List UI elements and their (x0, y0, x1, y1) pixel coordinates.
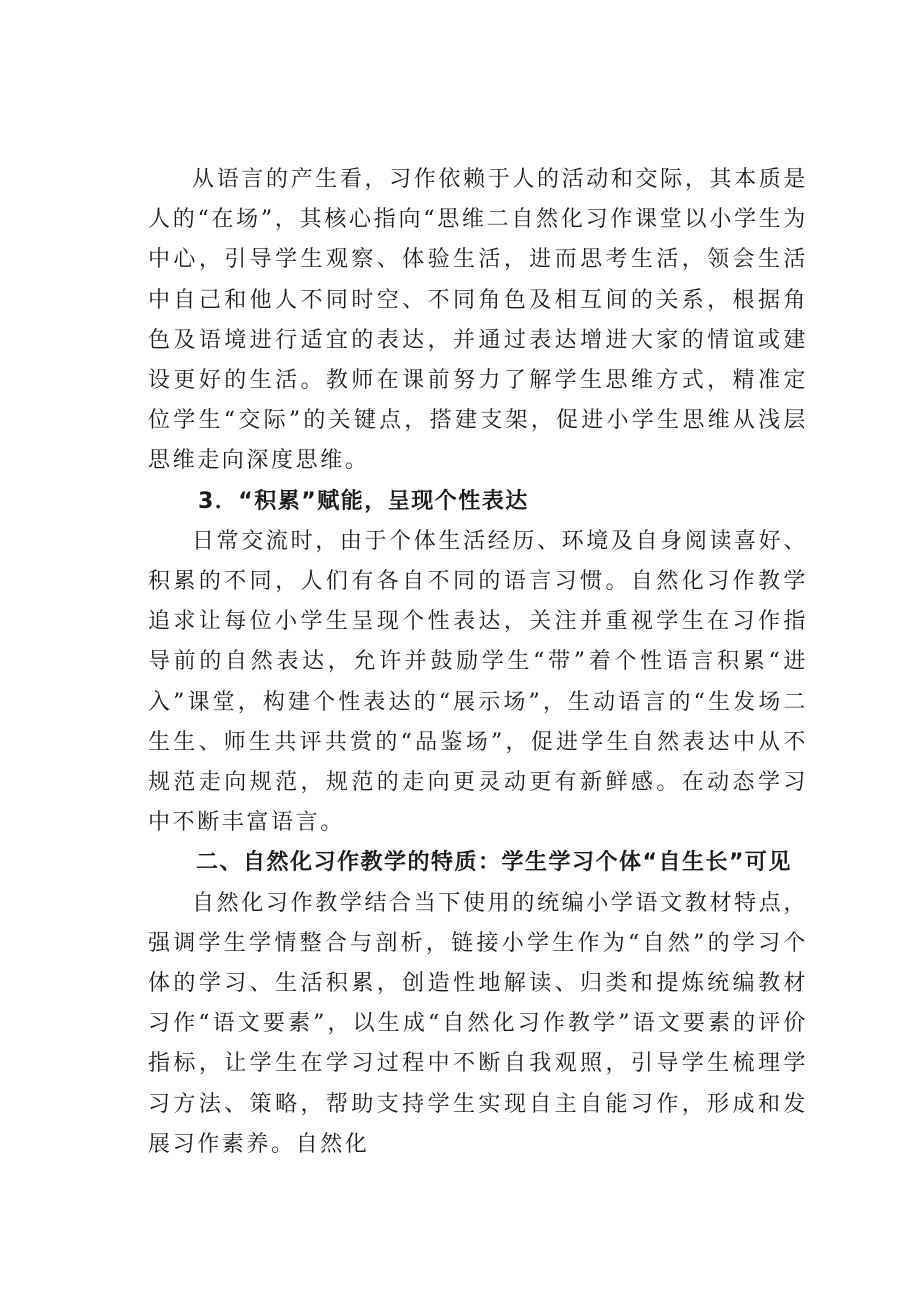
subheading-accumulation: 3．“积累”赋能，呈现个性表达 (198, 488, 529, 514)
paragraph-communication: 从语言的产生看，习作依赖于人的活动和交际，其本质是人的“在场”，其核心指向“思维二自然化习作课堂以小学生为中心，引导学生观察、体验生活，进而思考生活，领会生活中自己和他人不同时空、不同角色及相互间的关系，根据角色及语境进行适宜的表达，并通过表达增进大家的情谊或建设更好的生活。教师在课前努力了解学生思维方式，精准定位学生“交际”的关键点，搭建支架，促进小学生思维从浅层思维走向深度思维。 (148, 167, 808, 474)
section-heading-characteristics: 二、自然化习作教学的特质：学生学习个体“自生长”可见 (196, 850, 792, 876)
document-page (148, 160, 808, 1165)
paragraph-personal-expression: 日常交流时，由于个体生活经历、环境及自身阅读喜好、积累的不同，人们有各自不同的语言习惯。自然化习作教学追求让每位小学生呈现个性表达，关注并重视学生在习作指导前的自然表达，允许并鼓励学生“带”着个性语言积累“进入”课堂，构建个性表达的“展示场”，生动语言的“生发场二生生、师生共评共赏的“品鉴场”，促进学生自然表达中从不规范走向规范，规范的走向更灵动更有新鲜感。在动态学习中不断丰富语言。 (148, 528, 808, 836)
paragraph-teaching-characteristics: 自然化习作教学结合当下使用的统编小学语文教材特点，强调学生学情整合与剖析，链接小学生作为“自然”的学习个体的学习、生活积累，创造性地解读、归类和提炼统编教材习作“语文要素”，以生成“自然化习作教学”语文要素的评价指标，让学生在学习过程中不断自我观照，引导学生梳理学习方法、策略，帮助支持学生实现自主自能习作，形成和发展习作素养。自然化 (148, 890, 808, 1157)
